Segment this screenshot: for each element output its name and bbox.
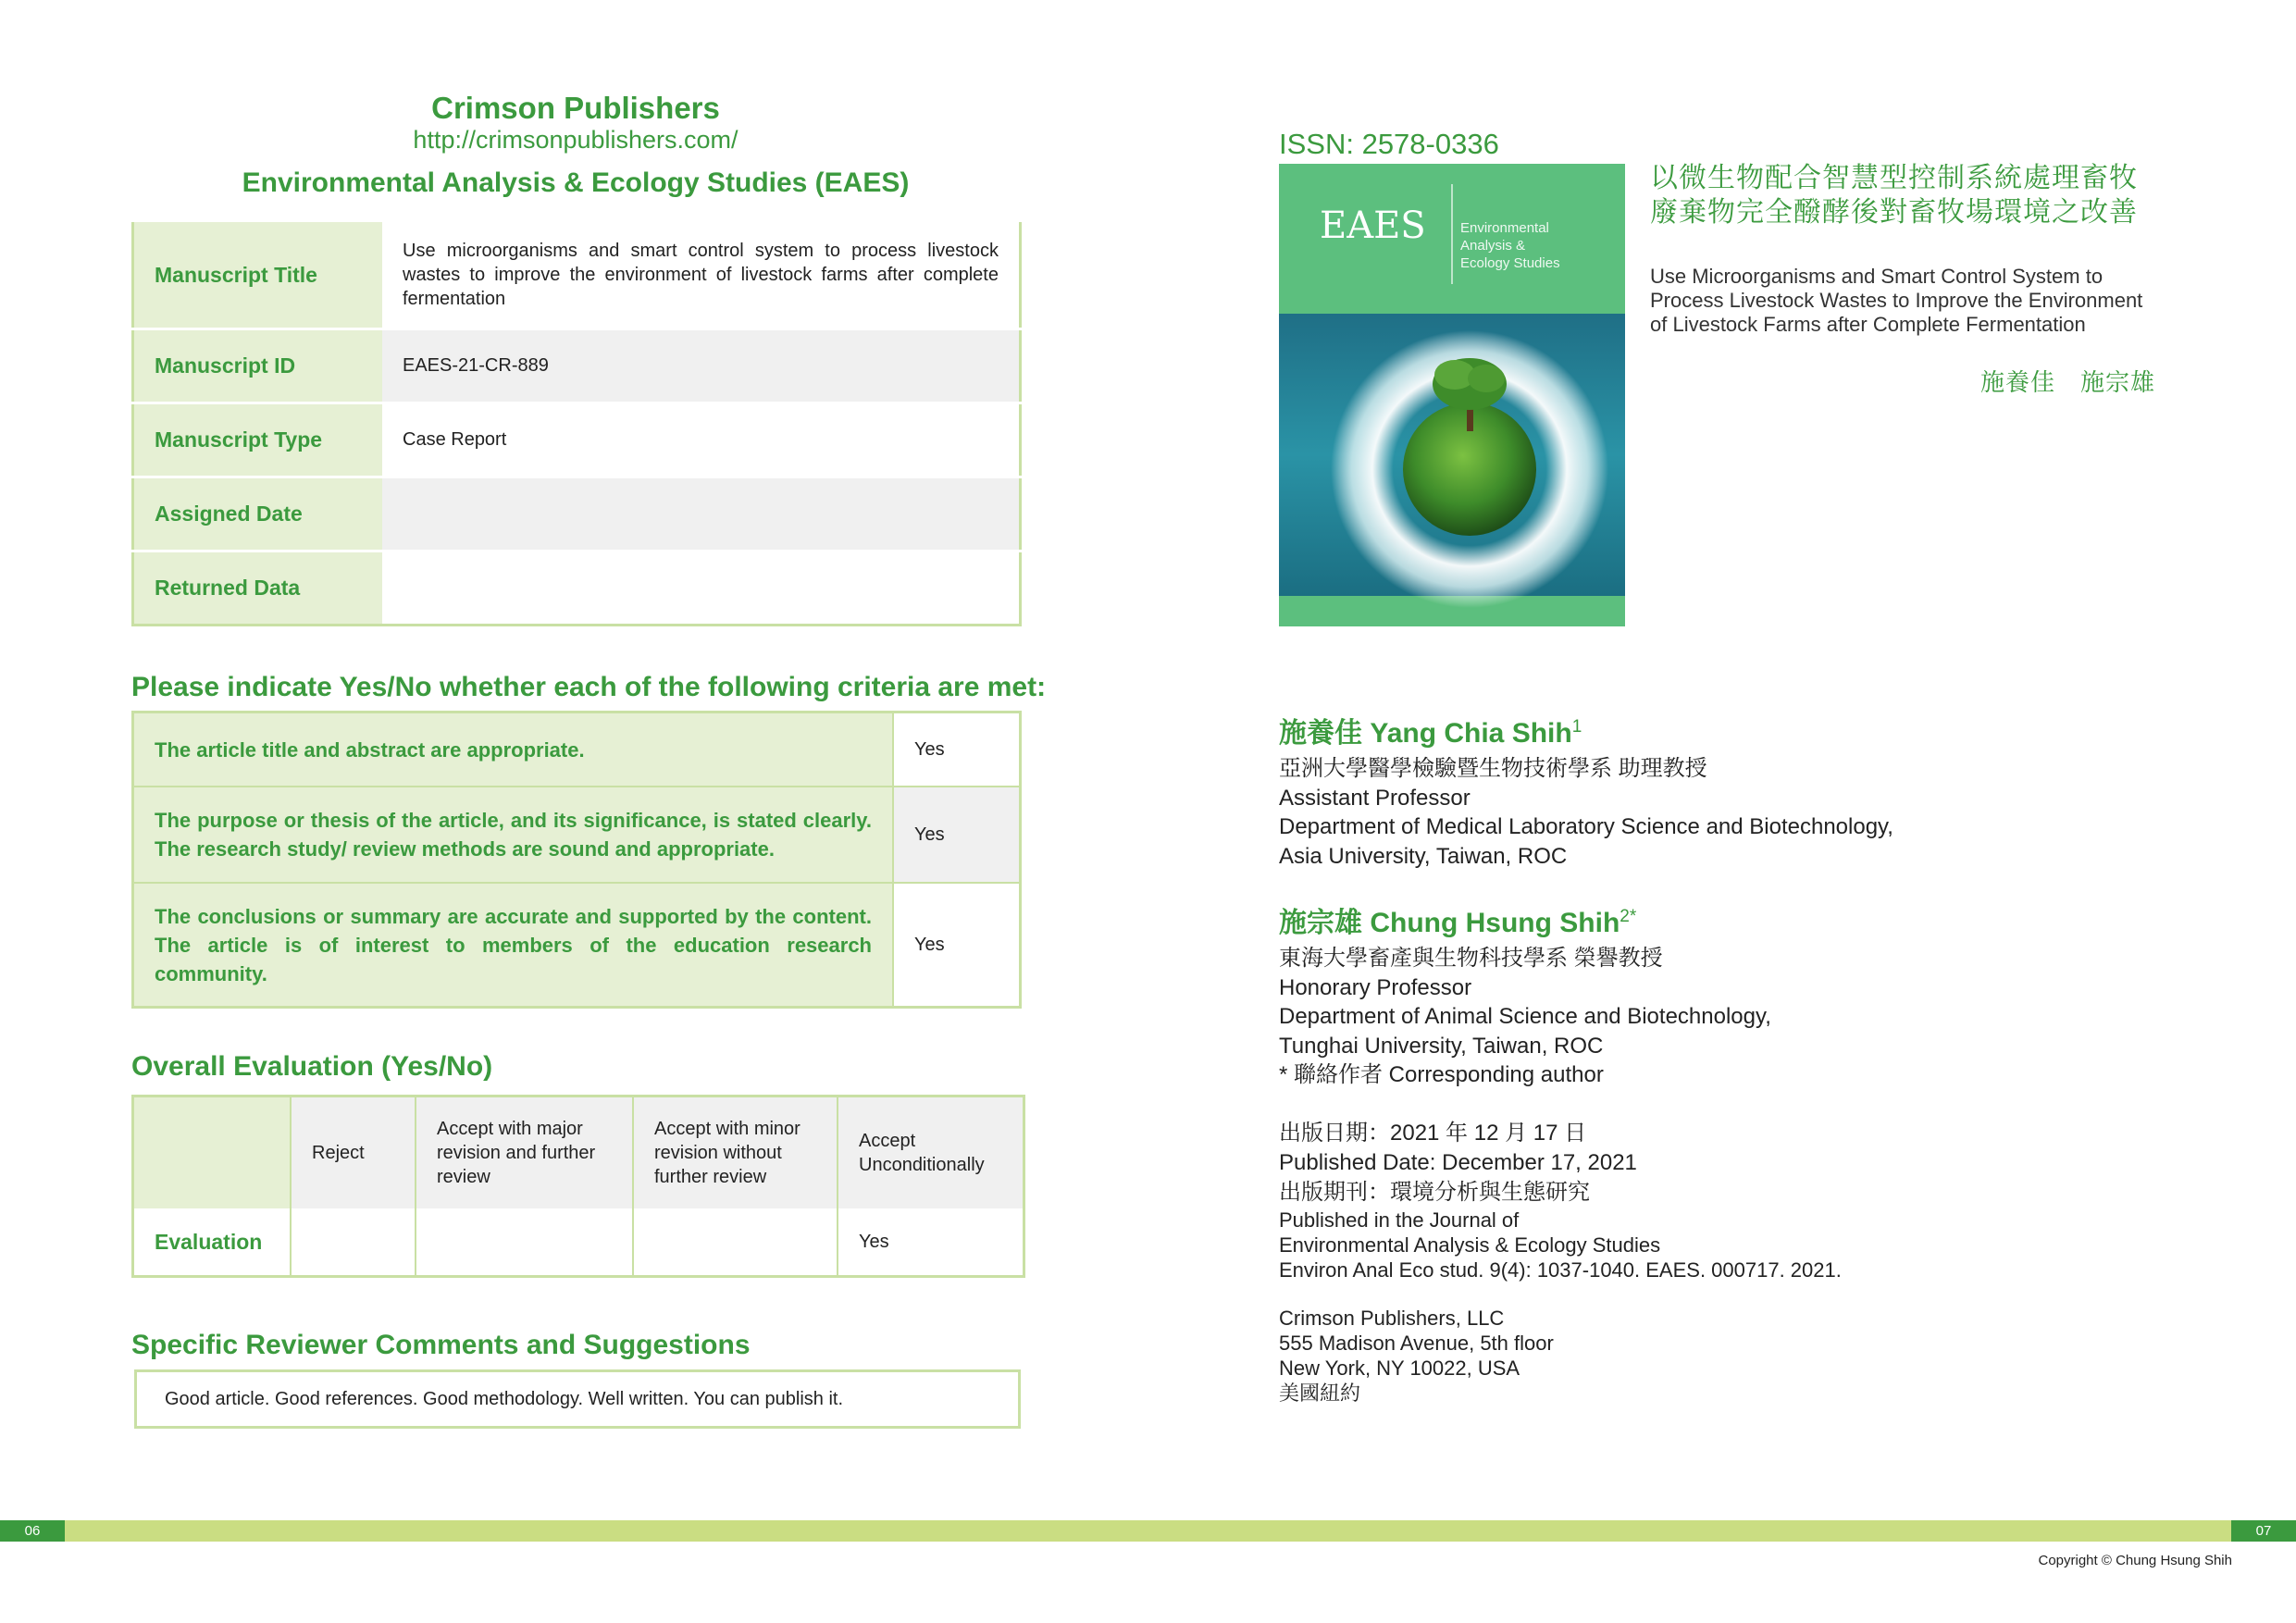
evaluation-cell: [633, 1208, 838, 1277]
title-en-line: of Livestock Farms after Complete Fermentation: [1650, 313, 2086, 336]
manuscript-info-table: [131, 219, 1022, 626]
publisher-address: [1279, 1306, 1554, 1406]
table-row: [133, 1208, 1024, 1277]
criteria-answer: Yes: [893, 787, 1021, 883]
position-title: Honorary Professor: [1279, 974, 1472, 1000]
row-label: Assigned Date: [133, 477, 383, 551]
author2-name: [1279, 899, 1636, 940]
table-row: [133, 551, 1021, 626]
criteria-question: The article title and abstract are appropriate.: [133, 712, 894, 787]
citation: Environ Anal Eco stud. 9(4): 1037-1040. EAES. 000717. 2021.: [1279, 1258, 1842, 1282]
evaluation-cell: [291, 1208, 416, 1277]
table-row: [133, 712, 1021, 787]
address-line: 美國紐約: [1279, 1381, 1361, 1405]
table-row: [133, 403, 1021, 477]
author2-affiliation: [1279, 944, 1771, 1090]
title-zh-line: 廢棄物完全醱酵後對畜牧場環境之改善: [1650, 197, 2138, 228]
university: Tunghai University, Taiwan, ROC: [1279, 1033, 1604, 1059]
criteria-answer: Yes: [893, 883, 1021, 1008]
criteria-heading: Please indicate Yes/No whether each of the following criteria are met:: [131, 672, 1047, 702]
author1-name: [1279, 710, 1582, 750]
journal-cover-image: [1279, 164, 1625, 626]
issn: ISSN: 2578-0336: [1279, 128, 1499, 160]
row-label: Returned Data: [133, 551, 383, 626]
title-en-line: Process Livestock Wastes to Improve the Environment: [1650, 289, 2143, 312]
column-header: Reject: [291, 1096, 416, 1209]
publisher-url[interactable]: http://crimsonpublishers.com/: [413, 126, 738, 154]
column-header: Accept with major revision and further review: [416, 1096, 633, 1209]
table-header-row: [133, 1096, 1024, 1209]
address-line: New York, NY 10022, USA: [1279, 1357, 1520, 1380]
criteria-question: The conclusions or summary are accurate and supported by the content. The article is of interest to members of the education research community.: [133, 883, 894, 1008]
criteria-answer: Yes: [893, 712, 1021, 787]
table-row: [133, 221, 1021, 329]
affiliation-zh: 亞洲大學醫學檢驗暨生物技術學系 助理教授: [1279, 756, 1707, 781]
footer-bar: [0, 1520, 2296, 1542]
table-row: [133, 787, 1021, 883]
manuscript-title-value: Use microorganisms and smart control system to process livestock wastes to improve the environment of livestock farms after complete fermentation: [382, 221, 1021, 329]
journal-line: Published in the Journal of: [1279, 1208, 1520, 1232]
comments-heading: Specific Reviewer Comments and Suggestions: [131, 1330, 751, 1360]
article-title-zh: [1650, 161, 2155, 229]
cover-illustration: [1279, 164, 1625, 626]
manuscript-type-value: Case Report: [382, 403, 1021, 477]
address-line: Crimson Publishers, LLC: [1279, 1307, 1505, 1330]
cover-title-line: Ecology Studies: [1460, 255, 1560, 271]
position-title: Assistant Professor: [1279, 785, 1471, 811]
row-label: Manuscript Title: [133, 221, 383, 329]
manuscript-id-value: EAES-21-CR-889: [382, 329, 1021, 403]
authors-zh: 施養佳 施宗雄: [1980, 368, 2155, 396]
assigned-date-value: [382, 477, 1021, 551]
table-row: [133, 883, 1021, 1008]
cover-title-line: Analysis &: [1460, 238, 1526, 254]
row-label: Manuscript ID: [133, 329, 383, 403]
author1-affiliation: [1279, 754, 1893, 871]
author-name-text: 施養佳 Yang Chia Shih: [1279, 718, 1572, 749]
publish-date-en: Published Date: December 17, 2021: [1279, 1150, 1637, 1175]
table-row: [133, 477, 1021, 551]
column-header: Accept with minor revision without further review: [633, 1096, 838, 1209]
publisher-name: Crimson Publishers: [431, 91, 720, 125]
address-line: 555 Madison Avenue, 5th floor: [1279, 1332, 1554, 1355]
journal-line: Environmental Analysis & Ecology Studies: [1279, 1233, 1661, 1257]
copyright: Copyright © Chung Hsung Shih: [2038, 1553, 2232, 1568]
comments-box: Good article. Good references. Good methodology. Well written. You can publish it.: [134, 1369, 1021, 1429]
title-en-line: Use Microorganisms and Smart Control System to: [1650, 265, 2104, 288]
row-label: Manuscript Type: [133, 403, 383, 477]
criteria-table: [131, 711, 1022, 1009]
author-affiliation-mark: 1: [1571, 717, 1582, 737]
row-label: Evaluation: [133, 1208, 292, 1277]
university: Asia University, Taiwan, ROC: [1279, 843, 1568, 869]
publish-journal-zh: 出版期刊：環境分析與生態研究: [1279, 1180, 1590, 1205]
evaluation-cell: [416, 1208, 633, 1277]
corresponding-author-note: * 聯絡作者 Corresponding author: [1279, 1062, 1604, 1087]
overall-evaluation-table: [131, 1095, 1025, 1278]
criteria-question: The purpose or thesis of the article, and its significance, is stated clearly. The research study/ review methods are sound and appropriate.: [133, 787, 894, 883]
page-number-left: 06: [0, 1520, 65, 1542]
author-affiliation-mark: 2*: [1620, 907, 1637, 926]
publish-date-zh: 出版日期：2021 年 12 月 17 日: [1279, 1121, 1587, 1146]
title-zh-line: 以微生物配合智慧型控制系統處理畜牧: [1650, 163, 2138, 193]
publication-journal: [1279, 1208, 1842, 1282]
cover-title-line: Environmental: [1460, 220, 1549, 236]
publication-dates: [1279, 1119, 1637, 1208]
department: Department of Animal Science and Biotechnology,: [1279, 1004, 1771, 1029]
journal-name: Environmental Analysis & Ecology Studies (EAES): [242, 167, 910, 198]
evaluation-cell: Yes: [838, 1208, 1024, 1277]
table-row: [133, 329, 1021, 403]
affiliation-zh: 東海大學畜產與生物科技學系 榮譽教授: [1279, 946, 1663, 971]
author-name-text: 施宗雄 Chung Hsung Shih: [1279, 908, 1620, 938]
cover-abbr: EAES: [1320, 204, 1426, 247]
header-corner: [133, 1096, 292, 1209]
page-number-right: 07: [2231, 1520, 2296, 1542]
department: Department of Medical Laboratory Science and Biotechnology,: [1279, 814, 1893, 839]
column-header: Accept Unconditionally: [838, 1096, 1024, 1209]
returned-date-value: [382, 551, 1021, 626]
overall-evaluation-heading: Overall Evaluation (Yes/No): [131, 1051, 493, 1082]
article-title-en: [1650, 265, 2155, 337]
